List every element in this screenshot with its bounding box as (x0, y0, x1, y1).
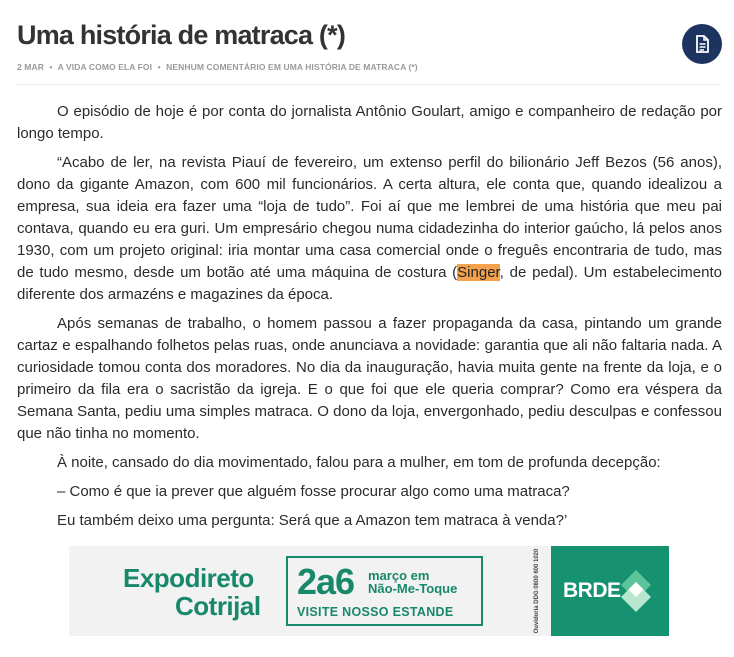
meta-separator: • (49, 62, 53, 72)
article-paragraph: À noite, cansado do dia movimentado, falou para a mulher, em tom de profunda decepção: (57, 454, 661, 471)
post-title: Uma história de matraca (*) (17, 20, 346, 50)
banner-brand-line1: Expodireto (123, 563, 254, 593)
paragraph-text: , de pedal). Um estabelecimento diferente dos armazéns e magazines da época. (17, 264, 722, 303)
article-paragraph: Após semanas de trabalho, o homem passou a fazer propaganda da casa, pintando um grande cartaz e espalhando folhetos pelas ruas, onde anunciava a novidade: garantia que ali não faltaria nada. A curiosidade tomou conta dos moradores. No dia da inauguração, havia muita gente na frente da loja, e o primeiro da fila era o sacristão da igreja. E o que foi que ele queria comprar? Como era véspera da Semana Santa, pediu uma simples matraca. O dono da loja, envergonhado, pediu desculpas e confessou que não tinha no momento. (17, 315, 722, 442)
sponsor-logo-text: BRDE (563, 579, 621, 602)
banner-dates: 2a6 (297, 561, 355, 602)
post-date: 2 MAR (17, 62, 44, 72)
search-highlight: Singer (457, 264, 500, 281)
paragraph-text: “Acabo de ler, na revista Piauí de fevereiro, um extenso perfil do bilionário Jeff Bezos (56 anos), dono da gigante Amazon, com 600 mil funcionários. A certa altura, ele conta que, quando idealizou a empresa, sua ideia era fazer uma “loja de tudo”. Foi aí que me lembrei de uma história que meu pai contava, quando eu era guri. Um empresário chegou numa cidadezinha do interior gaúcho, lá pelos anos 1930, com um projeto original: iria montar uma casa comercial onde o freguês encontraria de tudo, mas de tudo mesmo, desde um botão até uma máquina de costura ( (17, 154, 722, 281)
post-comments-link[interactable]: NENHUM COMENTÁRIO EM UMA HISTÓRIA DE MATRACA (*) (166, 62, 418, 72)
article-paragraph: Eu também deixo uma pergunta: Será que a Amazon tem matraca à venda?’ (57, 512, 568, 529)
banner-place: Não-Me-Toque (368, 581, 458, 596)
article-body (17, 101, 722, 539)
ad-banner[interactable] (69, 546, 669, 636)
post-meta (17, 62, 717, 72)
banner-date-box (286, 556, 483, 626)
post-category-link[interactable]: A VIDA COMO ELA FOI (57, 62, 153, 72)
banner-month: março em (368, 568, 430, 583)
banner-brand-line2: Cotrijal (175, 591, 261, 621)
banner-ombudsman: Ouvidoria DDG 0800 600 1020 (534, 548, 540, 634)
banner-cta: VISITE NOSSO ESTANDE (297, 605, 454, 619)
document-icon (694, 35, 710, 53)
header-divider (17, 84, 721, 85)
article-paragraph: – Como é que ia prever que alguém fosse procurar algo como uma matraca? (57, 483, 570, 500)
meta-separator: • (157, 62, 161, 72)
sponsor-panel (551, 546, 669, 636)
document-button[interactable] (682, 24, 722, 64)
article-paragraph (17, 152, 722, 306)
article-paragraph: O episódio de hoje é por conta do jornalista Antônio Goulart, amigo e companheiro de redação por longo tempo. (17, 103, 722, 142)
sponsor-logo-icon (619, 568, 653, 614)
